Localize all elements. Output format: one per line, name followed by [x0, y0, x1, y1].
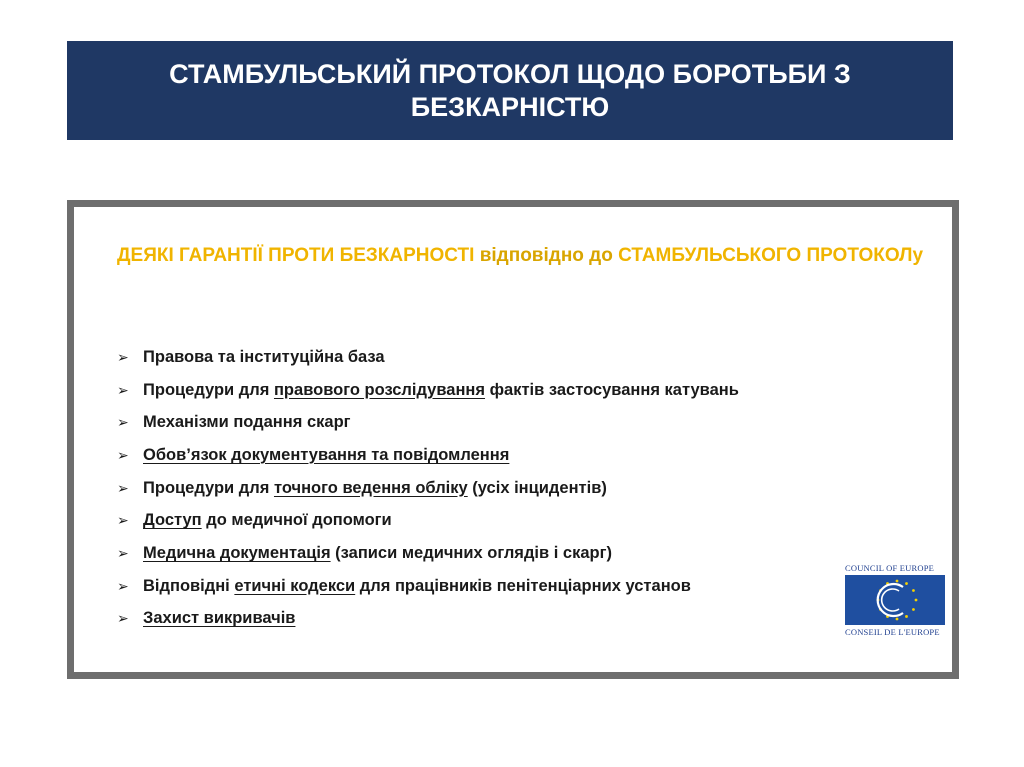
star-icon: [896, 618, 899, 621]
star-icon: [912, 608, 915, 611]
item-text-underlined: етичні кодекси: [234, 576, 356, 595]
stars-circle-icon: [845, 575, 945, 625]
item-text-underlined: точного ведення обліку: [273, 478, 468, 497]
list-item: [117, 603, 739, 636]
item-text-underlined: правового розслідування: [273, 380, 486, 399]
list-item: [117, 406, 739, 439]
list-item: [117, 374, 739, 407]
star-icon: [905, 582, 908, 585]
star-icon: [915, 599, 918, 602]
title-line-2: БЕЗКАРНІСТЮ: [410, 91, 610, 122]
list-item: [117, 537, 739, 570]
star-icon: [912, 589, 915, 592]
council-of-europe-logo: [845, 563, 953, 639]
section-subtitle: [117, 240, 927, 271]
logo-top-text: COUNCIL OF EUROPE: [845, 563, 935, 573]
council-of-europe-flag-icon: [845, 575, 945, 625]
item-text: Процедури для: [143, 478, 270, 497]
list-item: [117, 439, 739, 472]
item-text-underlined: Медична документація: [143, 543, 331, 562]
list-item: [117, 472, 739, 505]
item-text-underlined: Доступ: [143, 511, 202, 530]
title-bar: [67, 41, 953, 140]
subtitle-part-1: ДЕЯКІ ГАРАНТІЇ ПРОТИ БЕЗКАРНОСТІ: [117, 245, 480, 266]
arrow-bullet-icon: ➢: [117, 381, 129, 398]
arrow-bullet-icon: ➢: [117, 348, 129, 365]
arrow-bullet-icon: ➢: [117, 414, 129, 431]
star-icon: [896, 580, 899, 583]
page-title: [169, 58, 851, 124]
list-item: [117, 570, 739, 603]
title-line-1: СТАМБУЛЬСЬКИЙ ПРОТОКОЛ ЩОДО БОРОТЬБИ З: [169, 58, 851, 89]
arrow-bullet-icon: ➢: [117, 479, 129, 496]
star-icon: [905, 615, 908, 618]
item-text: Відповідні: [143, 576, 230, 595]
subtitle-part-3: СТАМБУЛЬСЬКОГО ПРОТОКОЛу: [612, 245, 924, 266]
item-text-underlined: Захист викривачів: [143, 609, 296, 628]
list-item: [117, 504, 739, 537]
item-text: Процедури для: [143, 380, 270, 399]
item-text: (записи медичних оглядів і скарг): [335, 543, 612, 562]
arrow-bullet-icon: ➢: [117, 446, 129, 463]
arrow-bullet-icon: ➢: [117, 544, 129, 561]
item-text: фактів застосування катувань: [489, 380, 739, 399]
logo-bottom-text: CONSEIL DE L'EUROPE: [845, 627, 940, 637]
item-text: до медичної допомоги: [206, 511, 392, 530]
arrow-bullet-icon: ➢: [117, 512, 129, 529]
safeguards-list: [117, 341, 739, 635]
item-text: (усіх інцидентів): [472, 478, 607, 497]
arrow-bullet-icon: ➢: [117, 577, 129, 594]
item-text: для працівників пенітенціарних установ: [359, 576, 691, 595]
subtitle-part-2: відповідно до: [479, 245, 613, 266]
item-text: Правова та інституційна база: [143, 347, 385, 366]
item-text: Механізми подання скарг: [143, 413, 351, 432]
arrow-bullet-icon: ➢: [117, 610, 129, 627]
list-item: [117, 341, 739, 374]
content-frame: [67, 200, 959, 679]
item-text-underlined: Обов’язок документування та повідомлення: [143, 445, 510, 464]
